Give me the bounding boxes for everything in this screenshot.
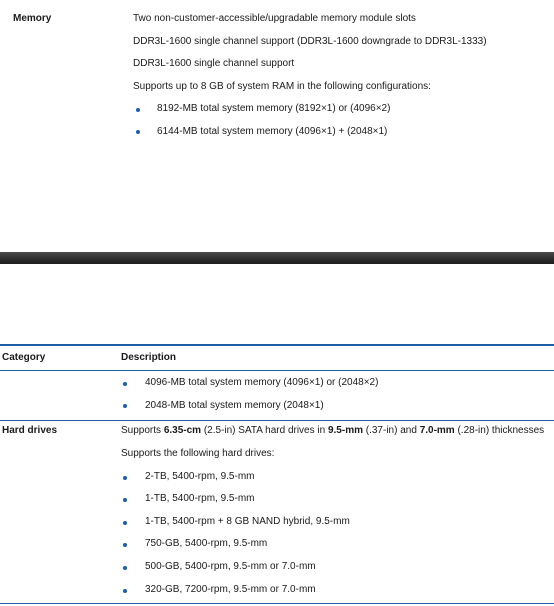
hard-drives-line-2: Supports the following hard drives: <box>121 448 275 459</box>
text-run: (2.5-in) SATA hard drives in <box>201 425 328 436</box>
hard-drive-item: 750-GB, 5400-rpm, 9.5-mm <box>145 538 268 549</box>
bullet-icon <box>136 130 140 134</box>
text-run-bold: 7.0-mm <box>419 425 455 436</box>
text-run: (.28-in) thicknesses <box>454 425 545 436</box>
hard-drives-line-1 <box>121 425 544 436</box>
bullet-icon <box>123 498 127 502</box>
page-break-band <box>0 252 554 264</box>
memory-line-2: DDR3L-1600 single channel support (DDR3L-1600 downgrade to DDR3L-1333) <box>133 36 487 47</box>
bullet-icon <box>136 108 140 112</box>
bullet-icon <box>123 404 127 408</box>
bullet-icon <box>123 521 127 525</box>
category-memory: Memory <box>13 13 52 24</box>
memory-line-3: DDR3L-1600 single channel support <box>133 58 295 69</box>
hard-drive-item: 1-TB, 5400-rpm + 8 GB NAND hybrid, 9.5-mm <box>145 516 350 527</box>
text-run-bold: 9.5-mm <box>327 425 363 436</box>
category-hard-drives: Hard drives <box>2 425 58 436</box>
bullet-icon <box>123 476 127 480</box>
text-run: Supports <box>121 425 164 436</box>
hard-drive-item: 1-TB, 5400-rpm, 9.5-mm <box>145 493 255 504</box>
bullet-icon <box>123 589 127 593</box>
memory-line-1: Two non-customer-accessible/upgradable memory module slots <box>133 13 416 24</box>
row-rule <box>0 420 554 421</box>
memory-bullet-1: 8192-MB total system memory (8192×1) or (4096×2) <box>157 103 391 114</box>
table-bottom-rule <box>0 603 554 604</box>
bullet-icon <box>123 543 127 547</box>
hard-drive-item: 2-TB, 5400-rpm, 9.5-mm <box>145 471 255 482</box>
header-rule <box>0 370 554 371</box>
memory-bullet-4: 2048-MB total system memory (2048×1) <box>145 400 324 411</box>
hard-drive-item: 500-GB, 5400-rpm, 9.5-mm or 7.0-mm <box>145 561 316 572</box>
bullet-icon <box>123 382 127 386</box>
bullet-icon <box>123 566 127 570</box>
memory-bullet-2: 6144-MB total system memory (4096×1) + (2048×1) <box>157 126 388 137</box>
memory-bullet-3: 4096-MB total system memory (4096×1) or (2048×2) <box>145 377 379 388</box>
memory-line-4: Supports up to 8 GB of system RAM in the following configurations: <box>133 81 431 92</box>
header-description: Description <box>121 352 177 363</box>
text-run: (.37-in) and <box>362 425 420 436</box>
text-run-bold: 6.35-cm <box>163 425 202 436</box>
table-top-rule <box>0 344 554 346</box>
hard-drive-item: 320-GB, 7200-rpm, 9.5-mm or 7.0-mm <box>145 584 316 595</box>
header-category: Category <box>2 352 46 363</box>
